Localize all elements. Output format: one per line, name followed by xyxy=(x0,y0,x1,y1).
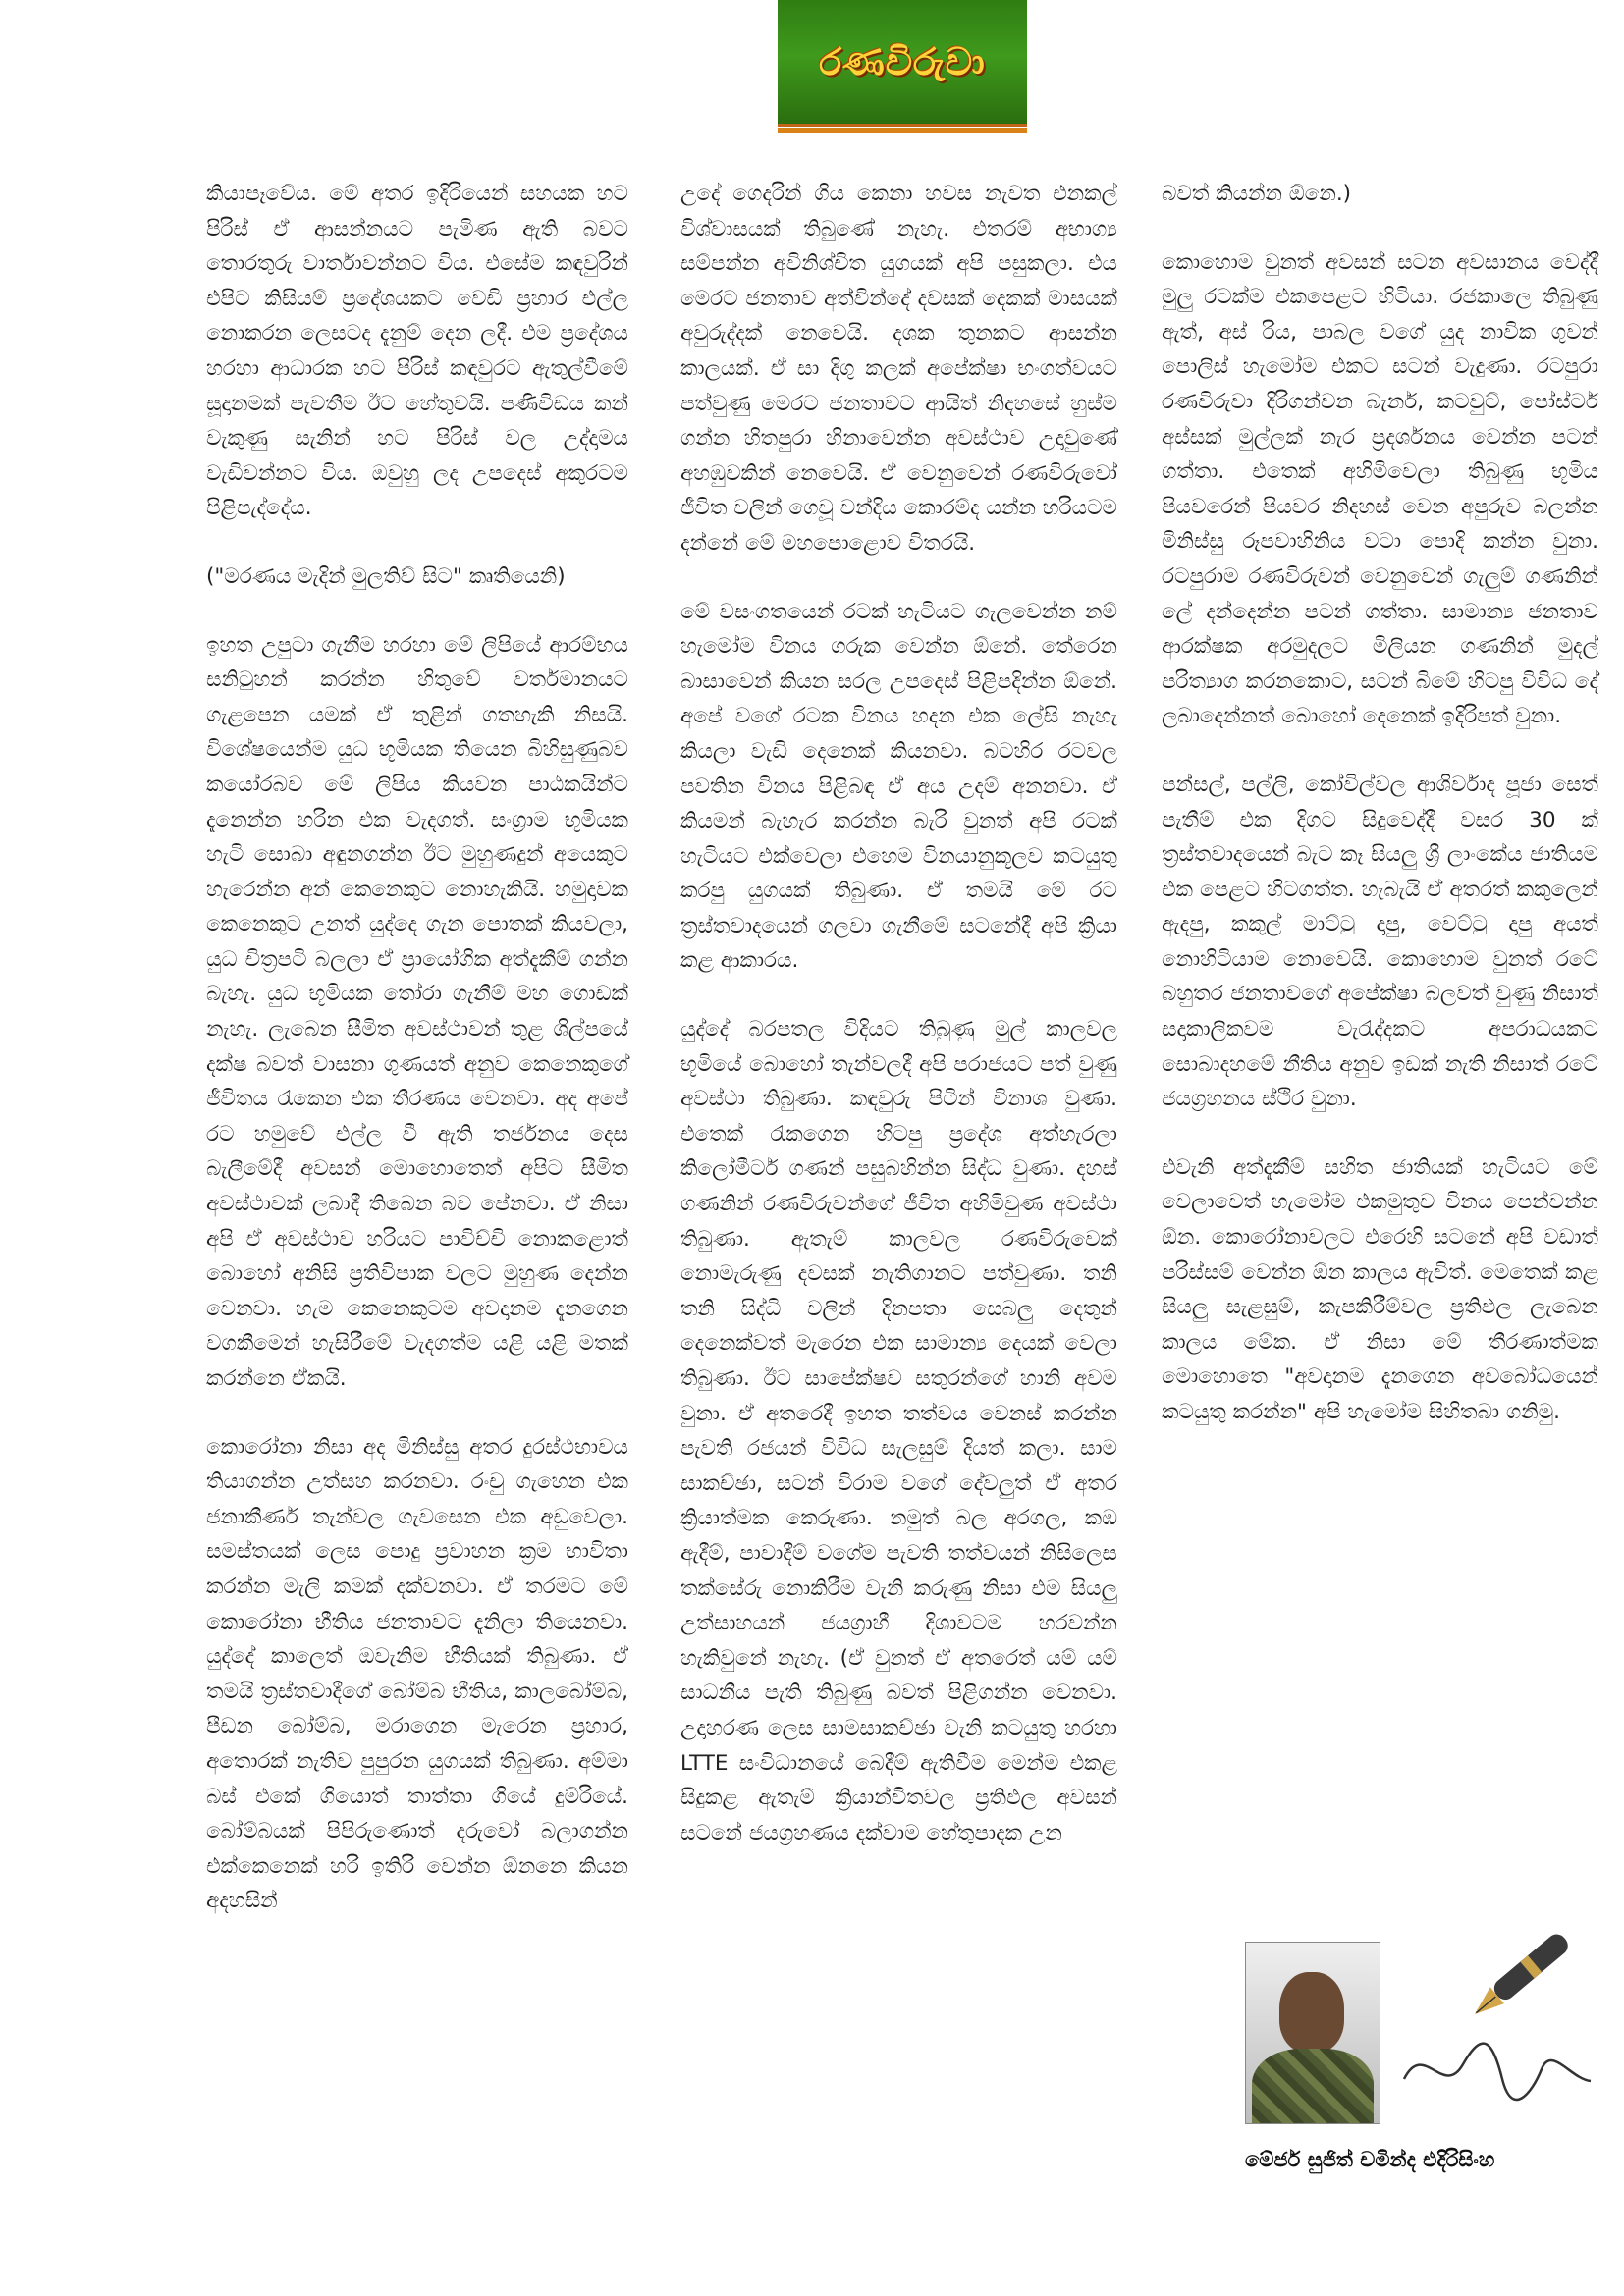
paragraph: උදේ ගෙදරින් ගිය කෙනා හවස නැවත එනකල් විශ්වාසයක් තිබුණේ නැහැ. එතරම් අභාග්‍ය සම්පන්න අවිනිශ්චිත යුගයක් අපි පසුකලා. එය මෙරට ජනතාව අත්වින්දේ දවසක් දෙකක් මාසයක් අවුරුද්දක් නෙවෙයි. දශක තුනකට ආසන්න කාලයක්. ඒ සා දිගු කලක් අපේක්ෂා භංගත්වයට පත්වුණු මෙරට ජනතාවට ආයිත් නිදහසේ හුස්ම ගන්න හිතපුරා හිනාවෙන්න අවස්ථාව උදාවුණේ අහඹුවකින් නෙවෙයි. ඒ වෙනුවෙන් රණවිරුවෝ ජීවිත වලින් ගෙවූ වන්දිය කොරම්ද යන්න හරියටම දන්නේ මේ මහපොළොව විතරයි. xyxy=(680,182,1118,556)
author-head xyxy=(1279,1972,1344,2053)
source-citation: ("මරණය මැදින් මුලතිව් සිට" කෘතියෙනි) xyxy=(206,563,566,589)
paragraph: බවත් කියන්න ඕනෙ.) xyxy=(1162,182,1352,206)
author-photo xyxy=(1245,1942,1380,2124)
paragraph: ඉහත උපුටා ගැනීම හරහා මේ ලිපියේ ආරම්භය සනිටුහන් කරන්න හිතුවේ වර්තමානයට ගැළපෙන යමක් ඒ තුළින් ගතහැකි නිසයි. විශේෂයෙන්ම යුධ භූමියක තියෙන බිහිසුණුබව කයෝරබව මේ ලිපිය කියවන පාඨකයින්ට දැනෙන්න හරින එක වැදගත්. සංග්‍රාම භූමියක හැටි සොබා අඳුනගන්න ඊට මුහුණදුන් අයෙකුට හැරෙන්න අන් කෙනෙකුට නොහැකියි. හමුදාවක කෙනෙකුට උනත් යුද්දෙ ගැන පොතක් කියවලා, යුධ චිත්‍රපටි බලලා ඒ ප්‍රායෝගික අත්දැකීම් ගන්න බැහැ. යුධ භූමියක තෝරා ගැනීම් මහ ගොඩක් නැහැ. ලැබෙන සීමිත අවස්ථාවන් තුළ ශිල්පයේ දක්ෂ බවත් වාසනා ගුණයත් අනුව කෙනෙකුගේ ජීවිතය රැකෙන එක තීරණය වෙනවා. අද අපේ රට හමුවේ එල්ල වී ඇති තර්ජනය දෙස බැලීමේදී අවසන් මොහොතෙත් අපිට සීමිත අවස්ථාවක් ලබාදී තිබෙන බව පේනවා. ඒ නිසා අපි ඒ අවස්ථාව හරියට පාවිච්චි නොකළොත් බොහෝ අනිසි ප්‍රතිවිපාක වලට මුහුණ දෙන්න වෙනවා. හැම කෙනෙකුටම අවදානම දැනගෙන වගකීමෙන් හැසිරීමේ වැදගත්ම යළි යළි මතක් කරන්නෙ ඒකයි. xyxy=(206,632,628,1391)
article-column-2 xyxy=(680,177,1117,1884)
author-name: මේජර් සුජිත් චමින්ද එදිරිසිංහ xyxy=(1245,2148,1495,2171)
masthead-underline xyxy=(778,128,1027,133)
paragraph: කියාපෑවේය. මේ අතර ඉදිරියෙන් සහයක හට පිරිස් ඒ ආසන්නයට පැමිණ ඇති බවට තොරතුරු වාර්තාවන්නට විය. එසේම කඳවුරින් එපිට කිසියම් ප්‍රදේශයකට වෙඩි ප්‍රහාර එල්ල නොකරන ලෙසටද දැනුම් දෙන ලදී. එම ප්‍රදේශය හරහා ආධාරක හට පිරිස් කඳවුරට ඇතුල්වීමේ සූදානමක් පැවතීම ඊට හේතුවයි. පණිවිඩය කන් වැකුණු සැනින් හට පිරිස් වල උද්දාමය වැඩිවන්නට විය. ඔවුහු ලද උපදෙස් අකුරටම පිළිපැද්දේය. xyxy=(206,182,628,521)
paragraph: පන්සල්, පල්ලි, කෝවිල්වල ආශිර්වාද පූජා සෙත් පැතීම් එක දිගට සිදුවෙද්දී වසර 30 ක් ත්‍රස්තවාදයෙන් බැට කෑ සියලු ශ්‍රී ලාංකේය ජාතියම එක පෙළට හිටගත්ත. හැබැයි ඒ අතරත් කකුලෙන් ඇදපු, කකුල් මාට්ටු දාපු, වෙට්ටු දාපු අයත් නොහිටියාම නොවෙයි. කොහොම වුනත් රටේ බහුතර ජනතාවගේ අපේක්ෂා බලවත් වුණු නිසාත් සදාකාලිකවම වැරැද්දකට අපරාධයකට සොබාදහමේ නීතිය අනුව ඉඩක් නැති නිසාත් රටේ ජයග්‍රහනය ස්ථිර වුනා. xyxy=(1162,772,1598,1112)
paragraph: යුද්දේ බරපතල විදියට තිබුණු මුල් කාලවල භූමියේ බොහෝ තැන්වලදී අපි පරාජයට පත් වුණු අවස්ථා තිබුණා. කඳවුරු පිටින් විනාශ වුණා. එතෙක් රැකගෙන හිටපු ප්‍රදේශ අත්හැරලා කිලෝමීටර් ගණන් පසුබහින්න සිද්ධ වුණා. දහස් ගණනින් රණවිරුවන්ගේ ජීවිත අහිමිවුණ අවස්ථා තිබුණා. ඇතැම් කාලවල රණවිරුවෙක් නොමැරුණු දවසක් නැතිගානට පත්වුණා. තනි තනි සිද්ධි වලින් දිනපතා සෙබලු දෙතුන් දෙනෙක්වත් මැරෙන එක සාමාන්‍ය දෙයක් වෙලා තිබුණා. ඊට සාපේක්ෂව සතුරන්ගේ හානි අවම වුනා. ඒ අතරෙදී ඉහත තත්වය වෙනස් කරන්න පැවති රජයන් විවිධ සැලසුම් දියත් කලා. සාම සාකච්ඡා, සටන් විරාම වගේ දේවලුත් ඒ අතර ක්‍රියාත්මක කෙරුණා. නමුත් බල අරගල, කඹ ඇදීම්, පාවාදීම් වගේම පැවති තත්වයන් නිසිලෙස තක්සේරු නොකිරීම වැනි කරුණු නිසා එම සියලු උත්සාහයන් ජයග්‍රාහී දිශාවටම හරවන්න හැකිවුනේ නැහැ. (ඒ වුනත් ඒ අතරෙත් යම් යම් සාධනීය පැති තිබුණු බවත් පිළිගන්න වෙනවා. උදාහරණ ලෙස සාමසාකච්ඡා වැනි කටයුතු හරහා LTTE සංවිධානයේ බෙදීම් ඇතිවීම මෙන්ම එකළ සිදුකළ ඇතැම් ක්‍රියාන්විතවල ප්‍රතිඵල අවසන් සටනේ ජයග්‍රහණය දක්වාම හේතුපාදක උන xyxy=(680,1017,1117,1845)
paragraph: එවැනි අත්දැකීම් සහිත ජාතියක් හැටියට මේ වෙලාවෙත් හැමෝම එකමුතුව විනය පෙන්වන්න ඕන. කොරෝනාවලට එරෙහි සටනේ අපි වඩාත් පරිස්සම් වෙන්න ඕන කාලය ඇවිත්. මෙතෙක් කළ සියලු සැළසුම්, කැපකිරීම්වල ප්‍රතිඵල ලැබෙන කාලය මේක. ඒ නිසා මේ තීරණාත්මක මොහොතෙ "අවදානම දැනගෙන අවබෝධයෙන් කටයුතු කරන්න" අපි හැමෝම සිහිතබා ගනිමු. xyxy=(1162,1154,1598,1424)
paragraph: කොරෝනා නිසා අද මිනිස්සු අතර දුරස්ථභාවය තියාගන්න උත්සහ කරනවා. රංචු ගැහෙන එක ජනාකීර්ණ තැන්වල ගැවසෙන එක අඩුවෙලා. සමස්තයක් ලෙස පොදු ප්‍රවාහන ක්‍රම භාවිතා කරන්න මැලි කමක් දක්වනවා. ඒ තරමට මේ කොරෝනා භීතිය ජනතාවට දැනිලා තියෙනවා. යුද්දේ කාලෙත් ඔවැනිම භීතියක් තිබුණා. ඒ තමයි ත්‍රස්තවාදීගේ බෝම්බ භීතිය, කාලබෝම්බ, පීඩන බෝම්බ, මරාගෙන මැරෙන ප්‍රහාර, අතොරක් නැතිව පුපුරන යුගයක් තිබුණා. අම්මා බස් එකේ ගියොත් තාත්තා ගියේ දුම්රියේ. බෝම්බයක් පිපිරුණොත් දරුවෝ බලාගන්න එක්කෙනෙක් හරි ඉතිරි වෙන්න ඕනනෙ කියන අදහසින් xyxy=(206,1434,628,1914)
article-column-1 xyxy=(206,177,628,1952)
paragraph: කොහොම වුනත් අවසන් සටන අවසානය වෙද්දී මුලු රටක්ම එකපෙළට හිටියා. රජකාලෙ තිබුණු ඇත්, අස් රිය, පාබල වගේ යුද නාවික ගුවන් පොලිස් හැමෝම එකට සටන් වැදුණා. රටපුරා රණවිරුවා දිරිගන්වන බැනර්, කටවුට්, පෝස්ටර් අස්සක් මුල්ලක් නැර ප්‍රදර්ශනය වෙන්න පටන් ගත්තා. එතෙක් අහිමිවෙලා තිබුණු භූමිය පියවරෙන් පියවර නිදහස් වෙන අපුරුව බලන්න මිනිස්සු රූපවාහිනිය වටා පොදි කන්න වුනා. රටපුරාම රණවිරුවන් වෙනුවෙන් ගැලුම් ගණනින් ලේ දන්දෙන්න පටන් ගත්තා. සාමාන්‍ය ජනතාව ආරක්ෂක අරමුදලට මිලියන ගණනින් මුදල් පරිත්‍යාග කරනකොට, සටන් බිමේ හිටපු විවිධ දේ ලබාදෙන්නත් බොහෝ දෙනෙක් ඉදිරිපත් වුනා. xyxy=(1162,249,1598,729)
masthead-title: රණවිරුවා xyxy=(819,39,986,83)
author-uniform xyxy=(1252,2049,1374,2124)
paragraph: මේ වසංගතයෙන් රටක් හැටියට ගැලවෙන්න නම් හැමෝම විනය ගරුක වෙන්න ඕනේ. තේරෙන බාසාවෙන් කියන සරල උපදෙස් පිළිපදින්න ඕනේ. අපේ වගේ රටක විනය හදන එක ලේසි නැහැ කියලා වැඩි දෙනෙක් කියනවා. බටහිර රටවල පවතින විනය පිළිබඳ ඒ අය උදම් අනනවා. ඒ කියමන් බැහැර කරන්න බැරි වුනත් අපි රටක් හැටියට එක්වෙලා එහෙම විනයානුකූලව කටයුතු කරපු යුගයක් තිබුණා. ඒ තමයි මේ රට ත්‍රස්තවාදයෙන් ගලවා ගැනීමේ සටනේදී අපි ක්‍රියා කළ ආකාරය. xyxy=(680,599,1117,974)
fountain-pen-icon xyxy=(1394,1932,1600,2109)
masthead-logo xyxy=(778,0,1027,124)
article-column-3 xyxy=(1162,177,1598,1464)
